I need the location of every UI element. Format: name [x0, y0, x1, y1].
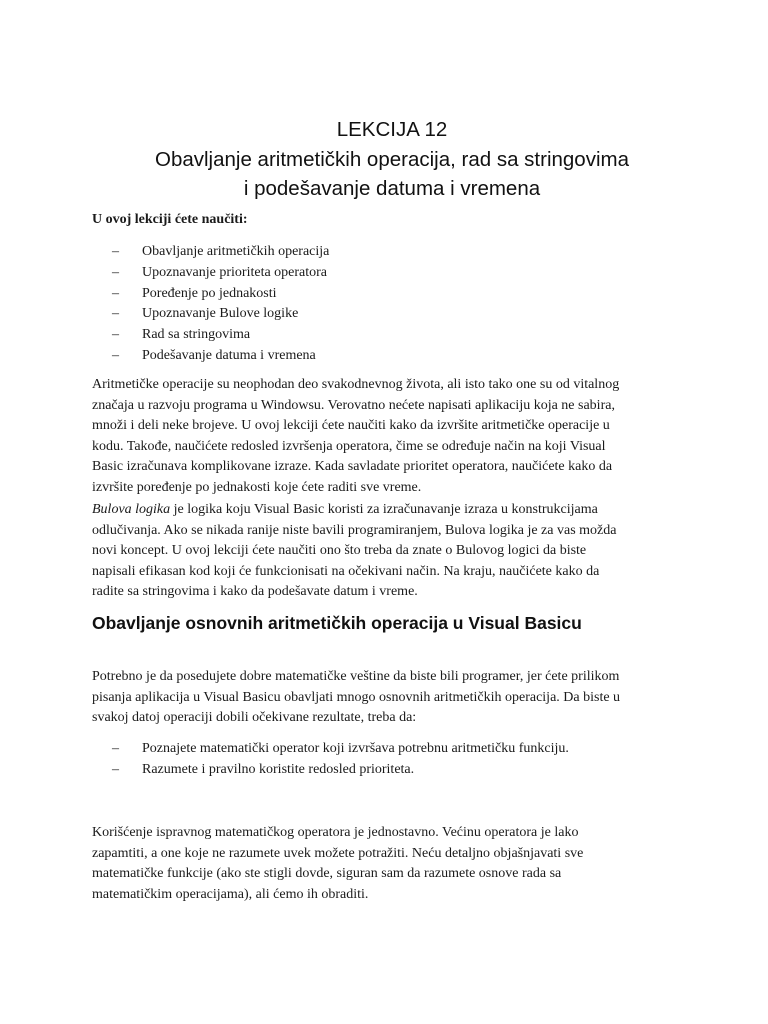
paragraph-line: svakoj datoj operaciji dobili očekivane rezultate, treba da: — [92, 710, 417, 726]
paragraph-line: Potrebno je da posedujete dobre matematičke veštine da biste bili programer, jer ćete prilikom — [92, 669, 620, 684]
paragraph-line: radite sa stringovima i kako da podešavate datum i vreme. — [92, 584, 418, 600]
lesson-title-line-1: Obavljanje aritmetičkih operacija, rad sa stringovima — [155, 147, 629, 171]
paragraph-line: množi i deli neke brojeve. U ovoj lekciji ćete naučiti kako da izvršite aritmetičke operacije u — [92, 418, 610, 434]
lesson-title-line-2: i podešavanje datuma i vremena — [243, 177, 541, 200]
paragraph-line: odlučivanja. Ako se nikada ranije niste bavili programiranjem, Bulova logika je za vas možda — [92, 522, 617, 538]
list-item: – Upoznavanje prioriteta operatora — [112, 263, 329, 284]
list-item: – Razumete i pravilno koristite redosled prioriteta. — [112, 760, 569, 781]
section-heading: Obavljanje osnovnih aritmetičkih operacija u Visual Basicu — [92, 613, 582, 633]
paragraph-line — [92, 500, 682, 521]
paragraph-math-skills — [92, 667, 682, 729]
paragraph-operators — [92, 823, 682, 905]
paragraph-line: zapamtiti, a one koje ne razumete uvek možete potražiti. Neću detaljno objašnjavati sve — [92, 845, 584, 861]
lesson-title — [92, 115, 692, 204]
list-item: – Poznajete matematički operator koji izvršava potrebnu aritmetičku funkciju. — [112, 739, 569, 760]
paragraph-line: Aritmetičke operacije su neophodan deo svakodnevnog života, ali isto tako one su od vitalnog — [92, 377, 620, 392]
paragraph-line: matematičkim operacijama), ali ćemo ih obraditi. — [92, 886, 369, 902]
paragraph-line: izvršite poređenje po jednakosti koje ćete raditi sve vreme. — [92, 479, 422, 495]
paragraph-arithmetic-intro — [92, 375, 682, 499]
lesson-number: LEKCIJA 12 — [336, 118, 448, 141]
topics-list — [112, 242, 329, 367]
intro-label: U ovoj lekciji ćete naučiti: — [92, 212, 248, 227]
paragraph-line: pisanja aplikacija u Visual Basicu obavljati mnogo osnovnih aritmetičkih operacija. Da biste u — [92, 689, 621, 705]
list-item: – Obavljanje aritmetičkih operacija — [112, 242, 329, 263]
list-item: – Podešavanje datuma i vremena — [112, 346, 329, 367]
paragraph-line: Basic izračunava komplikovane izraze. Kada savladate prioritet operatora, naučićete kako da — [92, 459, 613, 475]
term-boolean-logic: Bulova logika — [92, 502, 171, 517]
list-item: – Rad sa stringovima — [112, 325, 329, 346]
paragraph-line: značaja u razvoju programa u Windowsu. Verovatno nećete napisati aplikaciju koja ne sabira, — [92, 397, 615, 413]
paragraph-line: napisali efikasan kod koji će funkcionisati na očekivani način. Na kraju, naučićete kako da — [92, 563, 600, 579]
paragraph-line: matematičke funkcije (ako ste stigli dovde, siguran sam da razumete osnove rada sa — [92, 866, 562, 882]
list-item: – Poređenje po jednakosti — [112, 284, 329, 305]
paragraph-line: kodu. Takođe, naučićete redosled izvršenja operatora, čime se određuje način na koji Visual — [92, 438, 606, 454]
requirements-list — [112, 739, 569, 781]
paragraph-boolean-logic — [92, 500, 682, 603]
paragraph-line: novi koncept. U ovoj lekciji ćete naučiti ono što treba da znate o Bulovog logici da biste — [92, 543, 587, 559]
paragraph-line: Korišćenje ispravnog matematičkog operatora je jednostavno. Većinu operatora je lako — [92, 825, 579, 840]
paragraph-line-rest: je logika koju Visual Basic koristi za izračunavanje izraza u konstrukcijama — [170, 502, 598, 517]
list-item: – Upoznavanje Bulove logike — [112, 304, 329, 325]
